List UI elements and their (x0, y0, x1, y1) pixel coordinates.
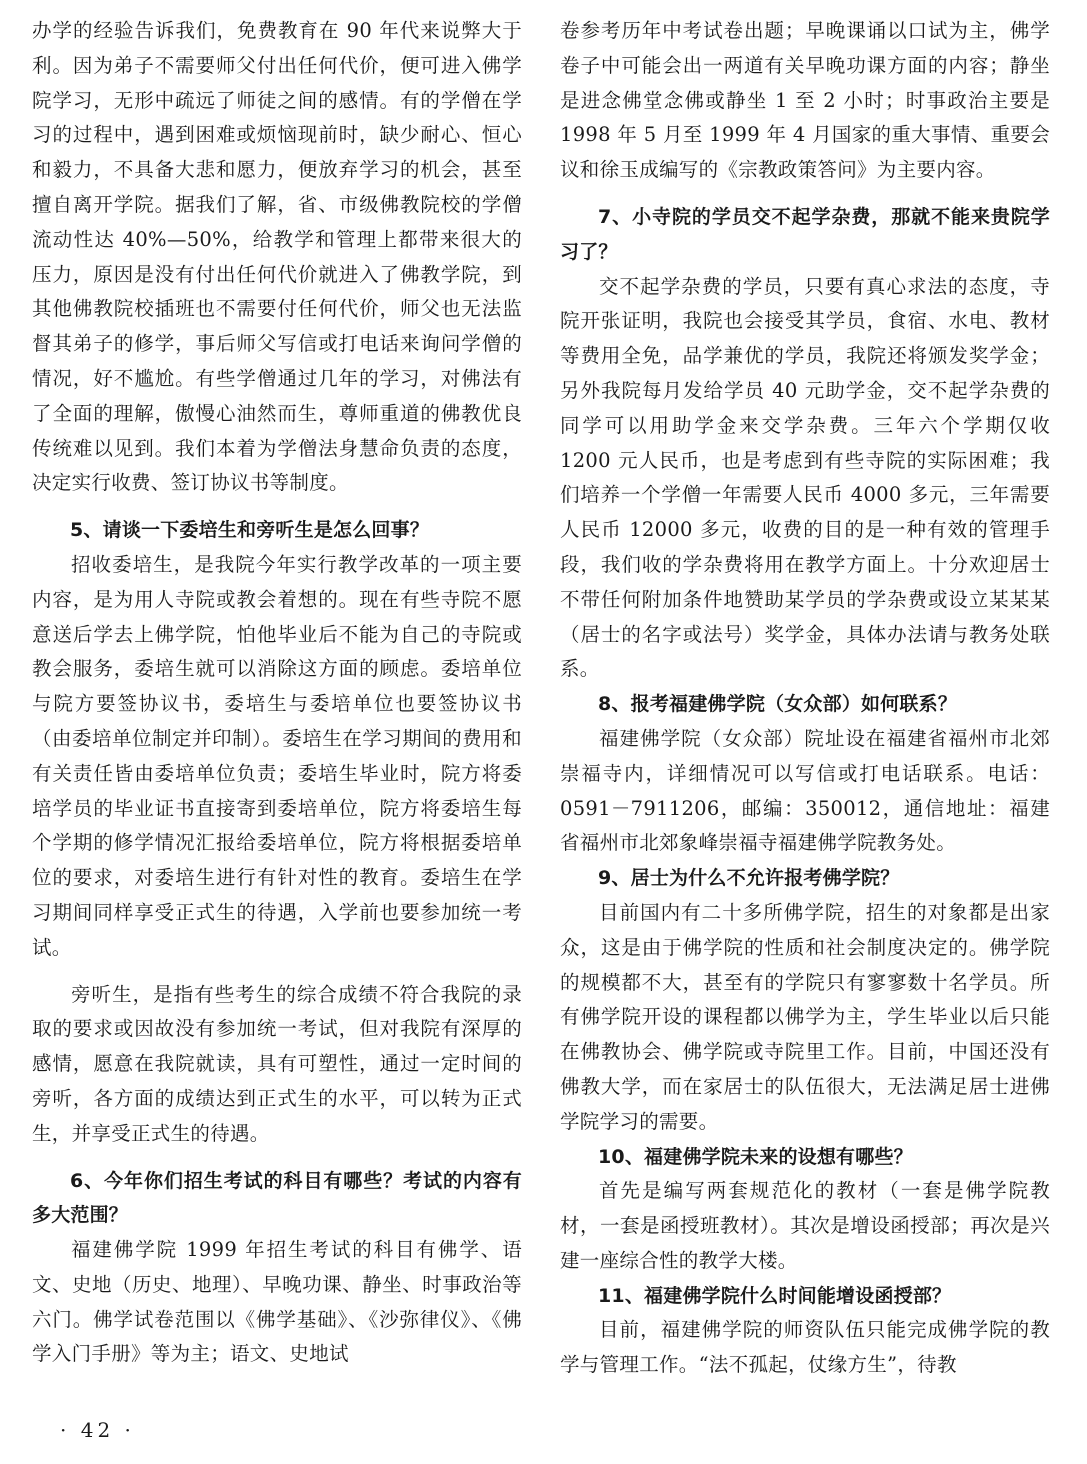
paragraph: 福建佛学院（女众部）院址设在福建省福州市北郊崇福寺内，详细情况可以写信或打电话联系。电话：0591－7911206，邮编：350012，通信地址：福建省福州市北郊象峰崇福寺福建佛学院教务处。 (560, 726, 1050, 855)
page-number: · 42 · (60, 1418, 135, 1442)
question-heading-10: 10、福建佛学院未来的设想有哪些？ (598, 1145, 913, 1168)
question-heading-9: 9、居士为什么不允许报考佛学院？ (598, 867, 900, 890)
paragraph: 首先是编写两套规范化的教材（一套是佛学院教材，一套是函授班教材）。其次是增设函授部；再次是兴建一座综合性的教学大楼。 (560, 1179, 1050, 1272)
paragraph: 福建佛学院 1999 年招生考试的科目有佛学、语文、史地（历史、地理）、早晚功课、静坐、时事政治等六门。佛学试卷范围以《佛学基础》、《沙弥律仪》、《佛学入门手册》等为主；语文、史地试 (32, 1238, 522, 1366)
left-column (32, 14, 522, 1372)
right-column (560, 14, 1050, 1383)
question-heading-11: 11、福建佛学院什么时间能增设函授部？ (598, 1284, 952, 1307)
paragraph: 交不起学杂费的学员，只要有真心求法的态度，寺院开张证明，我院也会接受其学员，食宿、水电、教材等费用全免，品学兼优的学员，我院还将颁发奖学金；另外我院每月发给学员 40 元助学金，交不起学杂费的同学可以用助学金来交学杂费。三年六个学期仅收 1200 元人民币，也是考虑到有些寺院的实际困难；我们培养一个学僧一年需要人民币 4000 多元，三年需要人民币 12000 多元，收费的目的是一种有效的管理手段，我们收的学杂费将用在教学方面上。十分欢迎居士不带任何附加条件地赞助某学员的学杂费或设立某某某（居士的名字或法号）奖学金，具体办法请与教务处联系。 (560, 274, 1050, 681)
paragraph: 办学的经验告诉我们，免费教育在 90 年代来说弊大于利。因为弟子不需要师父付出任何代价，便可进入佛学院学习，无形中疏远了师徒之间的感情。有的学僧在学习的过程中，遇到困难或烦恼现前时，缺少耐心、恒心和毅力，不具备大悲和愿力，便放弃学习的机会，甚至擅自离开学院。据我们了解，省、市级佛教院校的学僧流动性达 40%—50%，给教学和管理上都带来很大的压力，原因是没有付出任何代价就进入了佛教学院，到其他佛教院校插班也不需要付任何代价，师父也无法监督其弟子的修学，事后师父写信或打电话来询问学僧的情况，好不尴尬。有些学僧通过几年的学习，对佛法有了全面的理解，傲慢心油然而生，尊师重道的佛教优良传统难以见到。我们本着为学僧法身慧命负责的态度，决定实行收费、签订协议书等制度。 (32, 19, 522, 495)
question-heading-8: 8、报考福建佛学院（女众部）如何联系？ (598, 693, 958, 716)
paragraph: 旁听生，是指有些考生的综合成绩不符合我院的录取的要求或因故没有参加统一考试，但对我院有深厚的感情，愿意在我院就读，具有可塑性，通过一定时间的旁听，各方面的成绩达到正式生的水平，可以转为正式生，并享受正式生的待遇。 (32, 982, 522, 1145)
paragraph: 目前国内有二十多所佛学院，招生的对象都是出家众，这是由于佛学院的性质和社会制度决定的。佛学院的规模都不大，甚至有的学院只有寥寥数十名学员。所有佛学院开设的课程都以佛学为主，学生毕业以后只能在佛教协会、佛学院或寺院里工作。目前，中国还没有佛教大学，而在家居士的队伍很大，无法满足居士进佛学院学习的需要。 (560, 900, 1050, 1133)
question-heading-7: 7、小寺院的学员交不起学杂费，那就不能来贵院学习了？ (560, 205, 1050, 263)
paragraph: 卷参考历年中考试卷出题；早晚课诵以口试为主，佛学卷子中可能会出一两道有关早晚功课方面的内容；静坐是进念佛堂念佛或静坐 1 至 2 小时；时事政治主要是 1998 年 5 月至 1999 年 4 月国家的重大事情、重要会议和徐玉成编写的《宗教政策答问》为主要内容。 (560, 19, 1050, 182)
question-heading-5: 5、请谈一下委培生和旁听生是怎么回事？ (70, 519, 430, 542)
paragraph: 招收委培生，是我院今年实行教学改革的一项主要内容，是为用人寺院或教会着想的。现在有些寺院不愿意送后学去上佛学院，怕他毕业后不能为自己的寺院或教会服务，委培生就可以消除这方面的顾虑。委培单位与院方要签协议书，委培生与委培单位也要签协议书（由委培单位制定并印制）。委培生在学习期间的费用和有关责任皆由委培单位负责；委培生毕业时，院方将委培学员的毕业证书直接寄到委培单位，院方将委培生每个学期的修学情况汇报给委培单位，院方将根据委培单位的要求，对委培生进行有针对性的教育。委培生在学习期间同样享受正式生的待遇，入学前也要参加统一考试。 (32, 552, 522, 959)
paragraph: 目前，福建佛学院的师资队伍只能完成佛学院的教学与管理工作。“法不孤起，仗缘方生”，待教 (560, 1318, 1050, 1377)
question-heading-6: 6、今年你们招生考试的科目有哪些？考试的内容有多大范围？ (32, 1169, 522, 1227)
